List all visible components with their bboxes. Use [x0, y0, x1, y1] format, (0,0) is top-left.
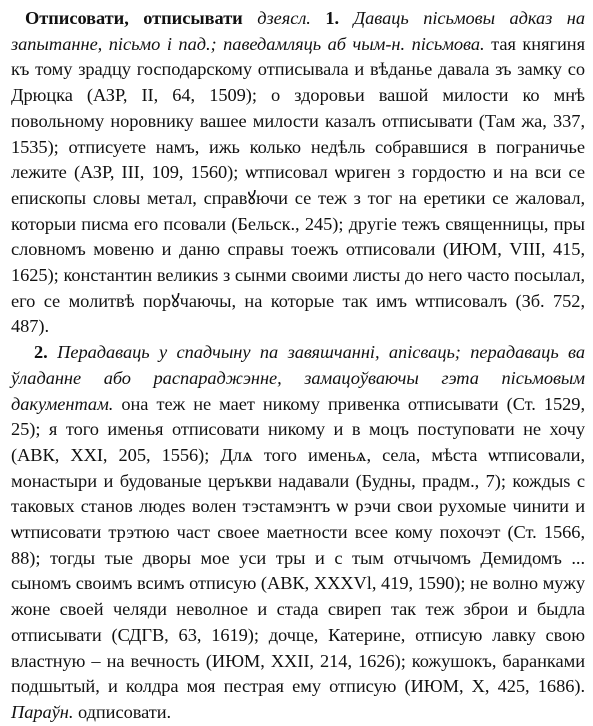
parallel-label: Параўн.: [11, 701, 74, 722]
parallel-word: одписовати.: [77, 701, 172, 722]
sense-1-number: 1.: [325, 8, 340, 28]
sense-1-citations: тая княгиня къ тому зрадцу господарскому отписывала и вѣданье давала зъ замку со Дрюцка (АЗР, II, 64, 1509); о здоровьи вашой милости ко мнѣ повольному норовнику вашее милости казалъ отписывати (Там жа, 337, 1535); отписуете намъ, ижь колько недѣль собравшися в пограничье лежите (АЗР, III, 109, 1560); ѡтписовал ѡриген з гордостю и на вси се епископы словы метал, справꙋючи се теж з тог на еретики се жаловал, которыи писма его псовали (Бельск., 245); другіе тежъ священницы, пры словномъ мовеню и даню справы тоежъ отписовали (ИЮМ, VIII, 415, 1625); константин великиѕ з сынми своими листы до него часто посылал, его се молитвѣ порꙋчаючы, на которые так имъ ѡтписовалъ (Зб. 752, 487).: [11, 33, 585, 337]
sense-2-definition: Перадаваць у спадчыну па завяшчанні, апісваць; перадаваць ва ўладанне або распараджэнне, замацоўваючы гэта пісьмовым дакументам.: [11, 342, 585, 414]
grammar-label: дзеясл.: [257, 8, 311, 28]
headword: Отписовати, отписывати: [25, 8, 243, 28]
sense-2-number: 2.: [34, 342, 48, 363]
sense-1-paragraph: [11, 6, 585, 340]
sense-2-paragraph: [11, 340, 585, 726]
sense-2-citations: она теж не мает никому привенка отписывати (Ст. 1529, 25); я того именья отписовати никому и в моцъ поступовати не хочу (АВК, XXI, 205, 1556); Длѧ того именьѧ, села, мѣста ѡтписовали, монастыри и будованые церъкви надавали (Будны, прадм., 7); кождыѕ с таковых станов людеѕ волен тэстамэнтъ ѡ рэчи свои рухомые чинити и ѡтписовати трэтюю част своее маетности всее кому похочэт (Ст. 1566, 88); тогды тые дворы мое уси тры и с тым отчычомъ Демидомъ ... сыномъ своимъ всимъ отписую (АВК, XXXVl, 419, 1590); не волно мужу жоне своей челяди неволное и стада свиреп так теж зброи и быдла отписывати (СДГВ, 63, 1619); дочце, Катерине, отписую лавку свою властную – на вечность (ИЮМ, XXII, 214, 1626); кожушокъ, баранками подшытый, и колдра моя пестрая ему отписую (ИЮМ, X, 425, 1686).: [11, 393, 585, 697]
sense-1-definition: Даваць пісьмовы адказ на запытанне, пісьмо і пад.; паведамляць аб чым-н. пісьмова.: [11, 8, 585, 54]
